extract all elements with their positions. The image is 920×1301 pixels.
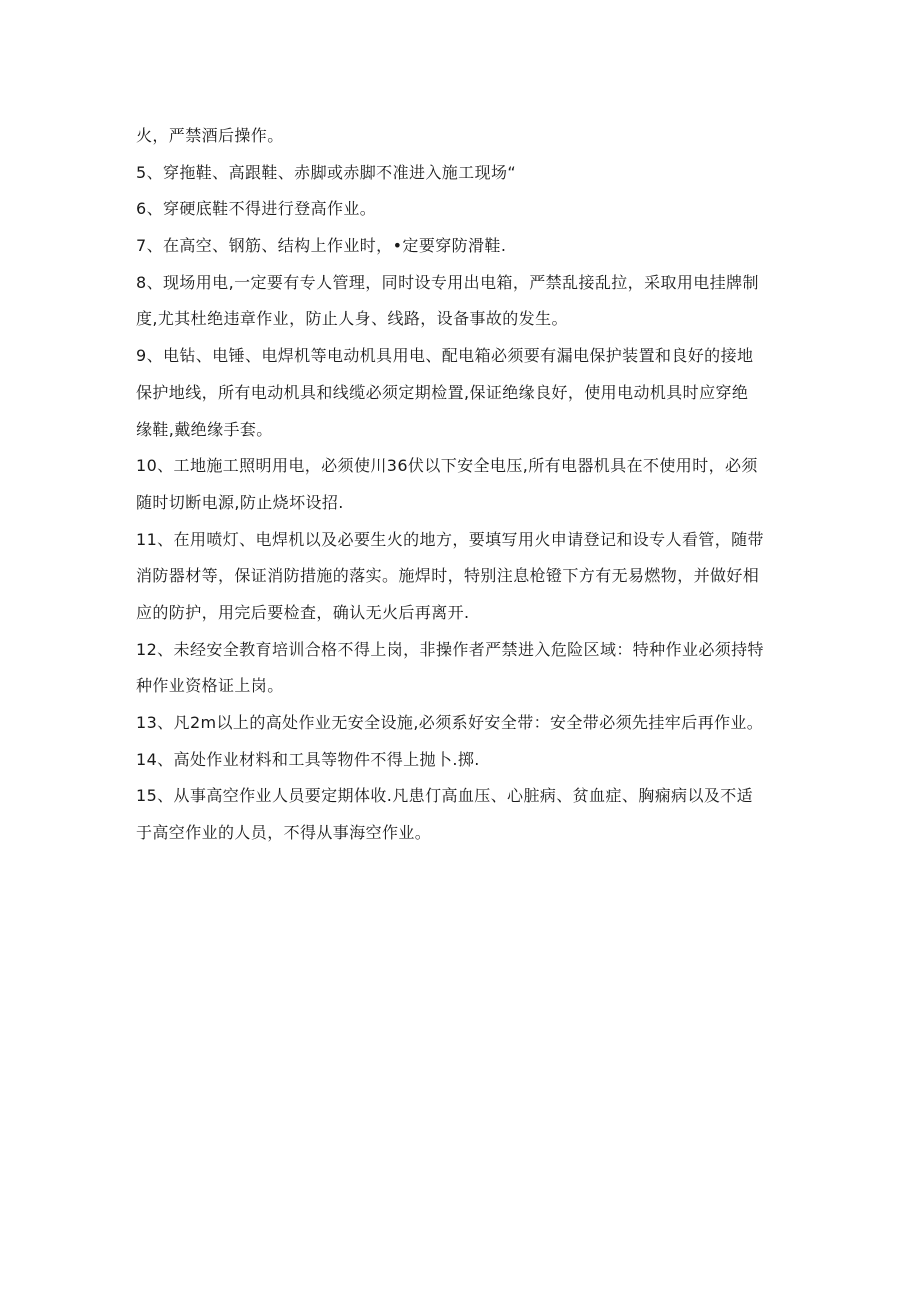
text-line: 6、穿硬底鞋不得进行登高作业。	[136, 199, 377, 219]
text-line: 种作业资格证上岗。	[136, 676, 284, 696]
text-line: 火，严禁酒后操作。	[136, 126, 284, 145]
text-line: 保护地线，所有电动机具和线缆必须定期检置,保证绝缘良好，使用电动机具时应穿绝	[136, 382, 749, 402]
text-line: 度,尤其杜绝违章作业，防止人身、线路，设备事故的发生。	[136, 309, 568, 329]
text-line: 9、电钻、电锤、电焊机等电动机具用电、配电箱必须要有漏电保护装置和良好的接地	[136, 346, 754, 366]
text-line: 12、未经安全教育培训合格不得上岗，非操作者严禁进入危险区域：特种作业必须持特	[136, 639, 764, 659]
text-line: 11、在用喷灯、电焊机以及必要生火的地方，要填写用火申请登记和设专人看管，随带	[136, 529, 764, 549]
text-line: 5、穿拖鞋、高跟鞋、赤脚或赤脚不准进入施工现场“	[136, 162, 517, 182]
text-line: 应的防护，用完后要检査，确认无火后再离开.	[136, 602, 470, 622]
text-line: 8、现场用电,一定要有专人管理，同时设专用出电箱，严禁乱接乱拉，采取用电挂牌制	[136, 272, 759, 292]
text-line: 消防器材等，保证消防措施的落实。施焊时，特别注息枪镫下方有无易燃物，并做好相	[136, 566, 760, 586]
text-line: 于高空作业的人员，不得从事海空作业。	[136, 823, 432, 843]
document-body	[136, 118, 796, 852]
text-line: 7、在高空、钢筋、结构上作业时，•定要穿防滑鞋.	[136, 236, 507, 256]
text-line: 缘鞋,戴绝缘手套。	[136, 419, 273, 439]
text-line: 10、工地施工照明用电，必须使川36伏以下安全电压,所有电器机具在不使用时，必须	[136, 456, 758, 476]
text-line: 15、从事高空作业人员要定期体收.凡患仃高血压、心脏病、贫血症、胸痫病以及不适	[136, 786, 754, 806]
text-line: 随时切断电源,防止烧坏设招.	[136, 492, 344, 512]
text-line: 13、凡2m以上的高处作业无安全设施,必须系好安全带：安全带必须先挂牢后再作业。	[136, 713, 764, 732]
text-line: 14、高处作业材料和工具等物件不得上抛卜.掷.	[136, 749, 480, 769]
